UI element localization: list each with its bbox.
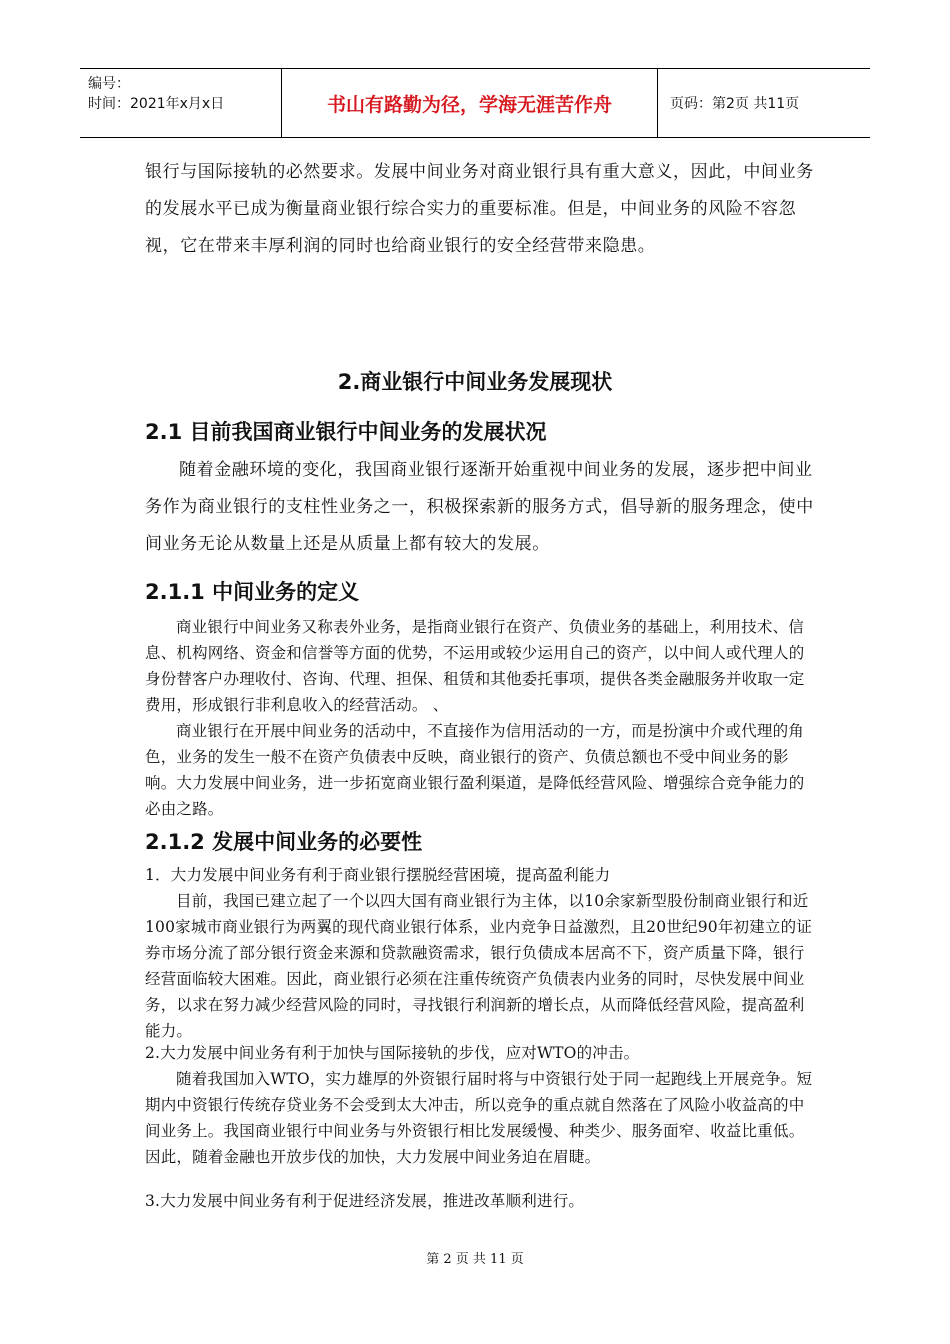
page-footer: 第 2 页 共 11 页 [426, 1252, 524, 1267]
header-date: 时间：2021年x月x日 [88, 96, 225, 112]
header-page-info: 页码：第2页 共11页 [670, 96, 800, 112]
header-number: 编号： [88, 76, 130, 92]
section-2-1-paragraph: 随着金融环境的变化，我国商业银行逐渐开始重视中间业务的发展，逐步把中间业务作为商业银行的支柱性业务之一，积极探索新的服务方式，倡导新的服务理念，使中间业务无论从数量上还是从质量上都有较大的发展。 [145, 460, 814, 554]
section-2-1-1-title: 2.1.1 中间业务的定义 [145, 580, 360, 604]
point-2-heading: 2.大力发展中间业务有利于加快与国际接轨的步伐，应对WTO的冲击。 [145, 1044, 640, 1062]
section-2-1-title: 2.1 目前我国商业银行中间业务的发展状况 [145, 420, 547, 444]
header-motto: 书山有路勤为径，学海无涯苦作舟 [282, 69, 658, 137]
page-header [80, 68, 870, 138]
point-1-text: 目前，我国已建立起了一个以四大国有商业银行为主体，以10余家新型股份制商业银行和近100家城市商业银行为两翼的现代商业银行体系，业内竞争日益激烈，且20世纪90年初建立的证券市场分流了部分银行资金来源和贷款融资需求，银行负债成本居高不下，资产质量下降，银行经营面临较大困难。因此，商业银行必须在注重传统资产负债表内业务的同时，尽快发展中间业务，以求在努力减少经营风险的同时，寻找银行利润新的增长点，从而降低经营风险，提高盈利能力。 [145, 892, 813, 1040]
section-title: 2.商业银行中间业务发展现状 [337, 370, 613, 394]
intro-paragraph: 银行与国际接轨的必然要求。发展中间业务对商业银行具有重大意义，因此，中间业务的发展水平已成为衡量商业银行综合实力的重要标准。但是，中间业务的风险不容忽视，它在带来丰厚利润的同时也给商业银行的安全经营带来隐患。 [145, 162, 814, 256]
point-1-heading: 1．大力发展中间业务有利于商业银行摆脱经营困境，提高盈利能力 [145, 866, 611, 884]
point-2-text: 随着我国加入WTO，实力雄厚的外资银行届时将与中资银行处于同一起跑线上开展竞争。短期内中资银行传统存贷业务不会受到太大冲击，所以竞争的重点就自然落在了风险小收益高的中间业务上。我国商业银行中间业务与外资银行相比发展缓慢、种类少、服务面窄、收益比重低。因此，随着金融也开放步伐的加快，大力发展中间业务迫在眉睫。 [145, 1070, 813, 1166]
section-2-1-2-title: 2.1.2 发展中间业务的必要性 [145, 830, 423, 854]
point-3-heading: 3.大力发展中间业务有利于促进经济发展，推进改革顺利进行。 [145, 1192, 585, 1210]
definition-paragraph-1: 商业银行中间业务又称表外业务，是指商业银行在资产、负债业务的基础上，利用技术、信息、机构网络、资金和信誉等方面的优势，不运用或较少运用自己的资产，以中间人或代理人的身份替客户办理收付、咨询、代理、担保、租赁和其他委托事项，提供各类金融服务并收取一定费用，形成银行非利息收入的经营活动。 、 [145, 618, 805, 714]
definition-paragraph-2: 商业银行在开展中间业务的活动中，不直接作为信用活动的一方，而是扮演中介或代理的角色，业务的发生一般不在资产负债表中反映，商业银行的资产、负债总额也不受中间业务的影响。大力发展中间业务，进一步拓宽商业银行盈利渠道，是降低经营风险、增强综合竞争能力的必由之路。 [145, 722, 805, 818]
header-meta [80, 69, 282, 137]
